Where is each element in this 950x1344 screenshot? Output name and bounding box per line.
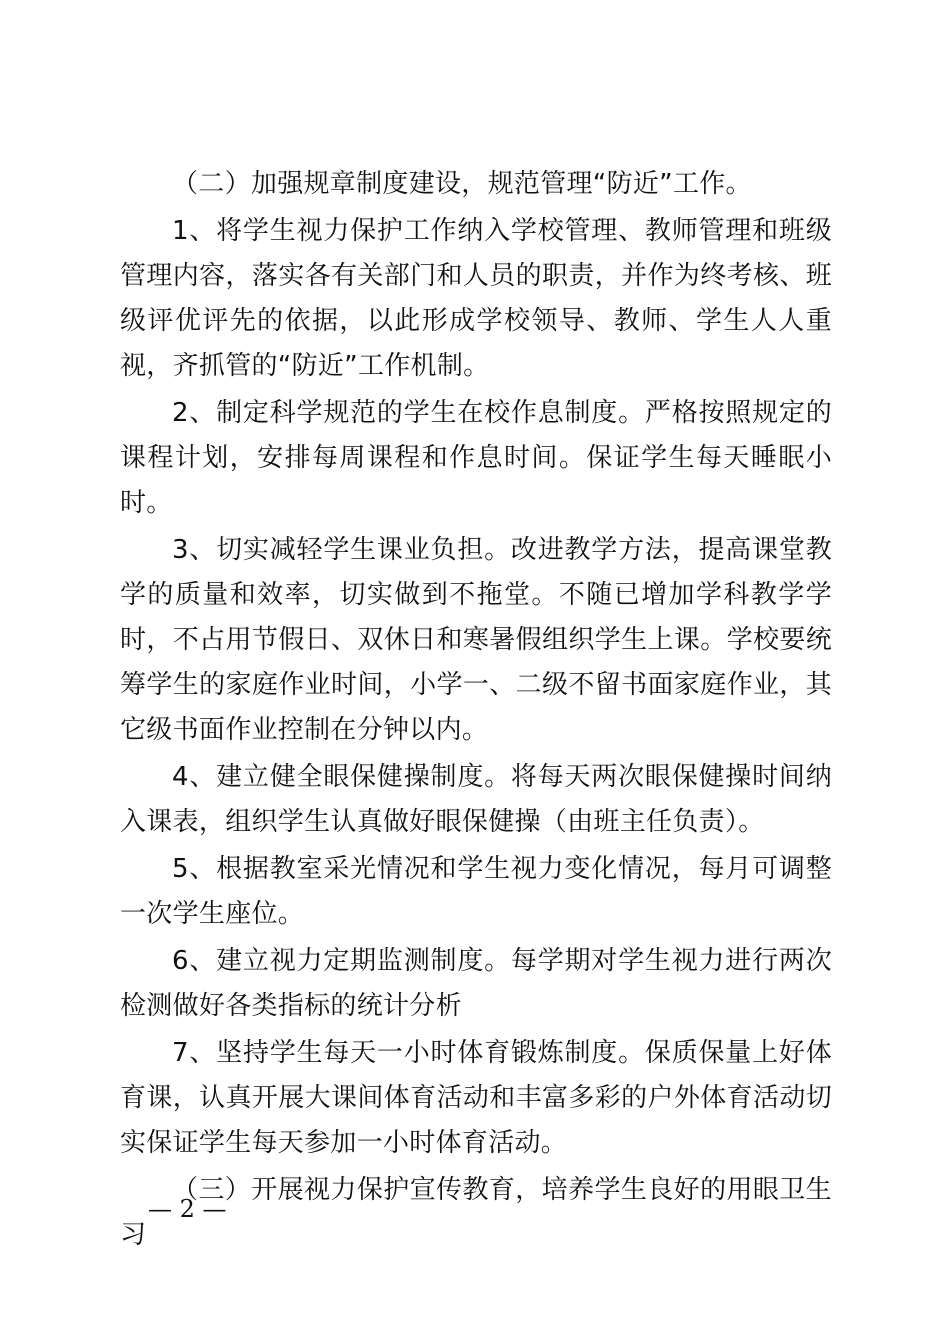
paragraph-item-1: 1、将学生视力保护工作纳入学校管理、教师管理和班级管理内容，落实各有关部门和人员的职责，并作为终考核、班级评优评先的依据，以此形成学校领导、教师、学生人人重视，齐抓管的“防近”工作机制。 [120, 216, 832, 381]
paragraph-item-4: 4、建立健全眼保健操制度。将每天两次眼保健操时间纳入课表，组织学生认真做好眼保健操（由班主任负责）。 [120, 762, 832, 837]
paragraph-item-3: 3、切实减轻学生课业负担。改进教学方法，提高课堂教学的质量和效率，切实做到不拖堂。不随已增加学科教学学时，不占用节假日、双休日和寒暑假组织学生上课。学校要统筹学生的家庭作业时间，小学一、二级不留书面家庭作业，其它级书面作业控制在分钟以内。 [120, 535, 832, 745]
section-heading-3: （三）开展视力保护宣传教育，培养学生良好的用眼卫生习 [120, 1175, 832, 1250]
document-body [120, 162, 832, 1258]
paragraph-item-2: 2、制定科学规范的学生在校作息制度。严格按照规定的课程计划，安排每周课程和作息时间。保证学生每天睡眠小时。 [120, 398, 832, 518]
paragraph-item-6: 6、建立视力定期监测制度。每学期对学生视力进行两次检测做好各类指标的统计分析 [120, 946, 832, 1021]
page-number: — 2 — [148, 1195, 227, 1223]
paragraph-item-7: 7、坚持学生每天一小时体育锻炼制度。保质保量上好体育课，认真开展大课间体育活动和丰富多彩的户外体育活动切实保证学生每天参加一小时体育活动。 [120, 1038, 832, 1158]
paragraph-item-5: 5、根据教室采光情况和学生视力变化情况，每月可调整一次学生座位。 [120, 854, 832, 929]
section-heading-2: （二）加强规章制度建设，规范管理“防近”工作。 [172, 169, 752, 199]
